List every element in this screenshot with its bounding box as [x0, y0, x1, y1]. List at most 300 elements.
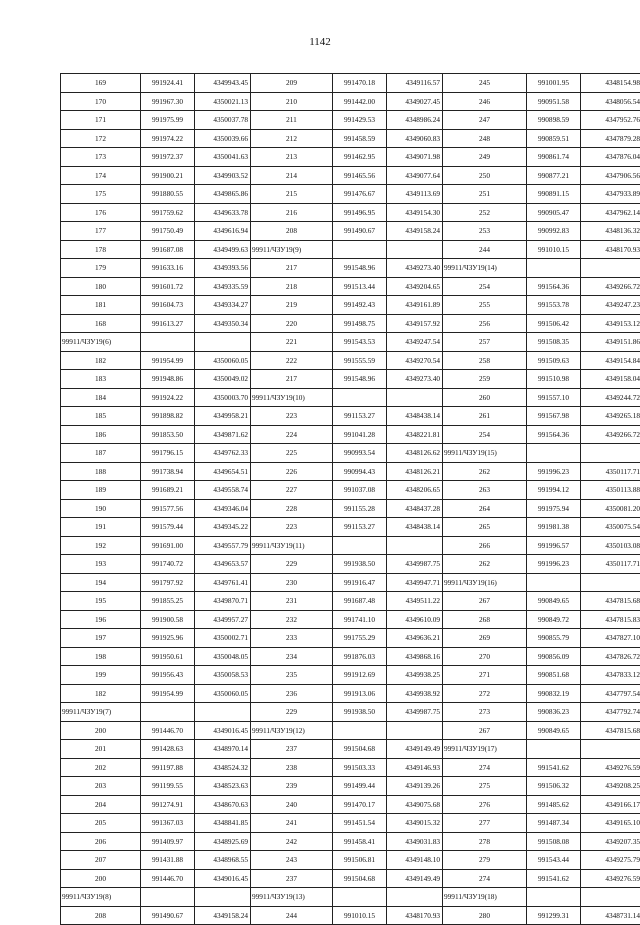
- x-coordinate: 991496.95: [333, 203, 387, 222]
- point-number: 254: [443, 277, 527, 296]
- x-coordinate: 991490.67: [333, 222, 387, 241]
- x-coordinate: 991740.72: [141, 555, 195, 574]
- y-coordinate: 4347906.56: [581, 166, 640, 185]
- point-number: 258: [443, 351, 527, 370]
- point-number: 225: [251, 444, 333, 463]
- x-coordinate: 991924.41: [141, 74, 195, 93]
- point-number: 267: [443, 592, 527, 611]
- y-coordinate: 4349865.86: [195, 185, 251, 204]
- y-coordinate: 4349633.78: [195, 203, 251, 222]
- x-coordinate: 991155.28: [333, 499, 387, 518]
- point-number: 191: [61, 518, 141, 537]
- x-coordinate: 991912.69: [333, 666, 387, 685]
- y-coordinate: 4348925.69: [195, 832, 251, 851]
- x-coordinate: 991996.23: [527, 462, 581, 481]
- table-row: [61, 666, 640, 685]
- y-coordinate: 4349015.32: [387, 814, 443, 833]
- x-coordinate: 991555.59: [333, 351, 387, 370]
- table-row: [61, 795, 640, 814]
- point-number: 195: [61, 592, 141, 611]
- y-coordinate: [195, 888, 251, 907]
- y-coordinate: 4347952.76: [581, 111, 640, 130]
- point-number: 227: [251, 481, 333, 500]
- point-number: 237: [251, 740, 333, 759]
- table-row: [61, 592, 640, 611]
- point-number: 230: [251, 573, 333, 592]
- y-coordinate: 4350060.05: [195, 684, 251, 703]
- y-coordinate: 4349499.63: [195, 240, 251, 259]
- y-coordinate: [387, 721, 443, 740]
- x-coordinate: [141, 703, 195, 722]
- point-number: 178: [61, 240, 141, 259]
- y-coordinate: 4348056.54: [581, 92, 640, 111]
- y-coordinate: 4349276.59: [581, 869, 640, 888]
- table-row: [61, 203, 640, 222]
- table-row: [61, 351, 640, 370]
- point-number: 183: [61, 370, 141, 389]
- x-coordinate: 991541.62: [527, 869, 581, 888]
- x-coordinate: 990849.72: [527, 610, 581, 629]
- point-number: 219: [251, 296, 333, 315]
- point-number: 247: [443, 111, 527, 130]
- x-coordinate: [527, 259, 581, 278]
- table-row: [61, 555, 640, 574]
- section-label: 99911/ЧЗУ19(9): [251, 240, 333, 259]
- x-coordinate: 991738.94: [141, 462, 195, 481]
- x-coordinate: 991492.43: [333, 296, 387, 315]
- y-coordinate: 4347876.04: [581, 148, 640, 167]
- x-coordinate: 991541.62: [527, 758, 581, 777]
- point-number: 190: [61, 499, 141, 518]
- table-row: [61, 277, 640, 296]
- point-number: 223: [251, 407, 333, 426]
- point-number: 249: [443, 148, 527, 167]
- table-row: [61, 333, 640, 352]
- point-number: 246: [443, 92, 527, 111]
- x-coordinate: 991974.22: [141, 129, 195, 148]
- table-row: [61, 758, 640, 777]
- y-coordinate: 4349146.93: [387, 758, 443, 777]
- x-coordinate: 991938.50: [333, 555, 387, 574]
- x-coordinate: 991687.48: [333, 592, 387, 611]
- x-coordinate: 991485.62: [527, 795, 581, 814]
- point-number: 208: [251, 222, 333, 241]
- table-row: [61, 536, 640, 555]
- y-coordinate: 4349273.40: [387, 370, 443, 389]
- y-coordinate: 4349335.59: [195, 277, 251, 296]
- table-row: [61, 129, 640, 148]
- point-number: 220: [251, 314, 333, 333]
- x-coordinate: 991913.06: [333, 684, 387, 703]
- point-number: 182: [61, 684, 141, 703]
- y-coordinate: 4347792.74: [581, 703, 640, 722]
- x-coordinate: 990992.83: [527, 222, 581, 241]
- x-coordinate: 991750.49: [141, 222, 195, 241]
- y-coordinate: 4349075.68: [387, 795, 443, 814]
- point-number: 237: [251, 869, 333, 888]
- point-number: 205: [61, 814, 141, 833]
- point-number: 232: [251, 610, 333, 629]
- point-number: 185: [61, 407, 141, 426]
- x-coordinate: 991548.96: [333, 370, 387, 389]
- point-number: 228: [251, 499, 333, 518]
- point-number: 234: [251, 647, 333, 666]
- point-number: 197: [61, 629, 141, 648]
- point-number: 200: [61, 869, 141, 888]
- y-coordinate: 4347797.54: [581, 684, 640, 703]
- x-coordinate: 991487.34: [527, 814, 581, 833]
- y-coordinate: 4350117.71: [581, 555, 640, 574]
- x-coordinate: 991548.96: [333, 259, 387, 278]
- point-number: 274: [443, 869, 527, 888]
- y-coordinate: 4350002.71: [195, 629, 251, 648]
- point-number: 174: [61, 166, 141, 185]
- point-number: 280: [443, 906, 527, 925]
- y-coordinate: 4349938.92: [387, 684, 443, 703]
- table-row: [61, 832, 640, 851]
- x-coordinate: 991506.42: [527, 314, 581, 333]
- point-number: 229: [251, 703, 333, 722]
- x-coordinate: 991967.30: [141, 92, 195, 111]
- y-coordinate: 4349958.21: [195, 407, 251, 426]
- y-coordinate: 4349244.72: [581, 388, 640, 407]
- x-coordinate: 991041.28: [333, 425, 387, 444]
- x-coordinate: 991553.78: [527, 296, 581, 315]
- y-coordinate: 4348524.32: [195, 758, 251, 777]
- y-coordinate: 4347933.89: [581, 185, 640, 204]
- y-coordinate: 4347827.10: [581, 629, 640, 648]
- point-number: 261: [443, 407, 527, 426]
- point-number: 271: [443, 666, 527, 685]
- x-coordinate: 991741.10: [333, 610, 387, 629]
- table-row: [61, 721, 640, 740]
- x-coordinate: 991465.56: [333, 166, 387, 185]
- point-number: 177: [61, 222, 141, 241]
- x-coordinate: [333, 536, 387, 555]
- x-coordinate: 991954.99: [141, 351, 195, 370]
- y-coordinate: 4350103.08: [581, 536, 640, 555]
- point-number: 274: [443, 758, 527, 777]
- y-coordinate: 4348523.63: [195, 777, 251, 796]
- point-number: 229: [251, 555, 333, 574]
- point-number: 264: [443, 499, 527, 518]
- y-coordinate: [581, 444, 640, 463]
- x-coordinate: 991691.00: [141, 536, 195, 555]
- y-coordinate: 4349077.64: [387, 166, 443, 185]
- y-coordinate: 4347826.72: [581, 647, 640, 666]
- y-coordinate: 4350048.05: [195, 647, 251, 666]
- y-coordinate: 4349943.45: [195, 74, 251, 93]
- y-coordinate: 4349557.79: [195, 536, 251, 555]
- point-number: 169: [61, 74, 141, 93]
- x-coordinate: 991996.23: [527, 555, 581, 574]
- point-number: 186: [61, 425, 141, 444]
- point-number: 209: [251, 74, 333, 93]
- y-coordinate: 4350113.88: [581, 481, 640, 500]
- x-coordinate: 991876.03: [333, 647, 387, 666]
- point-number: 214: [251, 166, 333, 185]
- point-number: 244: [251, 906, 333, 925]
- point-number: 221: [251, 333, 333, 352]
- y-coordinate: 4349116.57: [387, 74, 443, 93]
- section-label: 99911/ЧЗУ19(16): [443, 573, 527, 592]
- x-coordinate: 991503.33: [333, 758, 387, 777]
- table-row: [61, 222, 640, 241]
- point-number: 275: [443, 777, 527, 796]
- x-coordinate: 991451.54: [333, 814, 387, 833]
- y-coordinate: 4349207.35: [581, 832, 640, 851]
- x-coordinate: 990832.19: [527, 684, 581, 703]
- table-row: [61, 444, 640, 463]
- point-number: 175: [61, 185, 141, 204]
- x-coordinate: 991755.29: [333, 629, 387, 648]
- table-row: [61, 92, 640, 111]
- y-coordinate: 4350075.54: [581, 518, 640, 537]
- table-row: [61, 74, 640, 93]
- y-coordinate: [387, 240, 443, 259]
- table-row: [61, 647, 640, 666]
- point-number: 199: [61, 666, 141, 685]
- point-number: 248: [443, 129, 527, 148]
- point-number: 236: [251, 684, 333, 703]
- y-coordinate: 4350037.78: [195, 111, 251, 130]
- x-coordinate: [333, 388, 387, 407]
- table-row: [61, 814, 640, 833]
- point-number: 184: [61, 388, 141, 407]
- x-coordinate: 990851.68: [527, 666, 581, 685]
- point-number: 204: [61, 795, 141, 814]
- table-row: [61, 462, 640, 481]
- y-coordinate: 4350003.70: [195, 388, 251, 407]
- x-coordinate: 991470.17: [333, 795, 387, 814]
- table-row: [61, 777, 640, 796]
- y-coordinate: 4349158.24: [387, 222, 443, 241]
- x-coordinate: 990855.79: [527, 629, 581, 648]
- x-coordinate: 991504.68: [333, 740, 387, 759]
- point-number: 240: [251, 795, 333, 814]
- x-coordinate: 990951.58: [527, 92, 581, 111]
- y-coordinate: 4349870.71: [195, 592, 251, 611]
- y-coordinate: 4349868.16: [387, 647, 443, 666]
- y-coordinate: 4348438.14: [387, 518, 443, 537]
- point-number: 189: [61, 481, 141, 500]
- point-number: 193: [61, 555, 141, 574]
- y-coordinate: 4349987.75: [387, 555, 443, 574]
- table-row: [61, 703, 640, 722]
- point-number: 231: [251, 592, 333, 611]
- y-coordinate: 4349266.72: [581, 277, 640, 296]
- point-number: 187: [61, 444, 141, 463]
- y-coordinate: 4349149.49: [387, 740, 443, 759]
- x-coordinate: 991508.35: [527, 333, 581, 352]
- y-coordinate: 4348170.93: [387, 906, 443, 925]
- section-label: 99911/ЧЗУ19(10): [251, 388, 333, 407]
- y-coordinate: 4349276.59: [581, 758, 640, 777]
- point-number: 267: [443, 721, 527, 740]
- point-number: 179: [61, 259, 141, 278]
- x-coordinate: 991916.47: [333, 573, 387, 592]
- x-coordinate: 991956.43: [141, 666, 195, 685]
- x-coordinate: 991274.91: [141, 795, 195, 814]
- point-number: 210: [251, 92, 333, 111]
- y-coordinate: [581, 259, 640, 278]
- y-coordinate: 4348970.14: [195, 740, 251, 759]
- point-number: 260: [443, 388, 527, 407]
- y-coordinate: [195, 703, 251, 722]
- point-number: 202: [61, 758, 141, 777]
- point-number: 196: [61, 610, 141, 629]
- section-label: 99911/ЧЗУ19(15): [443, 444, 527, 463]
- x-coordinate: 991153.27: [333, 407, 387, 426]
- y-coordinate: 4349653.57: [195, 555, 251, 574]
- x-coordinate: 991490.67: [141, 906, 195, 925]
- y-coordinate: 4349345.22: [195, 518, 251, 537]
- x-coordinate: 991938.50: [333, 703, 387, 722]
- point-number: 254: [443, 425, 527, 444]
- point-number: 252: [443, 203, 527, 222]
- x-coordinate: 990891.15: [527, 185, 581, 204]
- x-coordinate: [333, 888, 387, 907]
- x-coordinate: 991577.56: [141, 499, 195, 518]
- table-row: [61, 629, 640, 648]
- point-number: 256: [443, 314, 527, 333]
- point-number: 176: [61, 203, 141, 222]
- table-row: [61, 573, 640, 592]
- x-coordinate: 990994.43: [333, 462, 387, 481]
- table-row: [61, 148, 640, 167]
- x-coordinate: 991925.96: [141, 629, 195, 648]
- x-coordinate: 991476.67: [333, 185, 387, 204]
- point-number: 257: [443, 333, 527, 352]
- x-coordinate: 991506.81: [333, 851, 387, 870]
- y-coordinate: 4349654.51: [195, 462, 251, 481]
- y-coordinate: 4349247.54: [387, 333, 443, 352]
- point-number: 268: [443, 610, 527, 629]
- x-coordinate: 991797.92: [141, 573, 195, 592]
- x-coordinate: 991687.08: [141, 240, 195, 259]
- point-number: 182: [61, 351, 141, 370]
- x-coordinate: [333, 240, 387, 259]
- y-coordinate: 4347879.28: [581, 129, 640, 148]
- y-coordinate: 4348968.55: [195, 851, 251, 870]
- x-coordinate: 991543.53: [333, 333, 387, 352]
- x-coordinate: 990861.74: [527, 148, 581, 167]
- y-coordinate: 4349957.27: [195, 610, 251, 629]
- x-coordinate: 991010.15: [527, 240, 581, 259]
- y-coordinate: 4349270.54: [387, 351, 443, 370]
- x-coordinate: 991557.10: [527, 388, 581, 407]
- point-number: 170: [61, 92, 141, 111]
- section-label: 99911/ЧЗУ19(6): [61, 333, 141, 352]
- table-row: [61, 259, 640, 278]
- y-coordinate: 4347815.83: [581, 610, 640, 629]
- x-coordinate: 991759.62: [141, 203, 195, 222]
- y-coordinate: 4349987.75: [387, 703, 443, 722]
- table-row: [61, 407, 640, 426]
- x-coordinate: 990849.65: [527, 592, 581, 611]
- point-number: 217: [251, 370, 333, 389]
- point-number: 216: [251, 203, 333, 222]
- x-coordinate: 991429.53: [333, 111, 387, 130]
- y-coordinate: 4349204.65: [387, 277, 443, 296]
- y-coordinate: 4348670.63: [195, 795, 251, 814]
- x-coordinate: 991458.59: [333, 129, 387, 148]
- point-number: 207: [61, 851, 141, 870]
- point-number: 218: [251, 277, 333, 296]
- y-coordinate: 4348154.98: [581, 74, 640, 93]
- table-row: [61, 684, 640, 703]
- x-coordinate: 990993.54: [333, 444, 387, 463]
- x-coordinate: 991299.31: [527, 906, 581, 925]
- y-coordinate: [581, 740, 640, 759]
- x-coordinate: 991470.18: [333, 74, 387, 93]
- table-row: [61, 240, 640, 259]
- point-number: 262: [443, 555, 527, 574]
- x-coordinate: 991601.72: [141, 277, 195, 296]
- point-number: 253: [443, 222, 527, 241]
- x-coordinate: [527, 573, 581, 592]
- point-number: 255: [443, 296, 527, 315]
- y-coordinate: 4348170.93: [581, 240, 640, 259]
- x-coordinate: 991975.94: [527, 499, 581, 518]
- y-coordinate: 4349139.26: [387, 777, 443, 796]
- point-number: 206: [61, 832, 141, 851]
- y-coordinate: 4349113.69: [387, 185, 443, 204]
- y-coordinate: 4347815.68: [581, 721, 640, 740]
- x-coordinate: 991442.00: [333, 92, 387, 111]
- y-coordinate: 4348986.24: [387, 111, 443, 130]
- point-number: 201: [61, 740, 141, 759]
- y-coordinate: 4349273.40: [387, 259, 443, 278]
- x-coordinate: 991513.44: [333, 277, 387, 296]
- y-coordinate: 4349151.86: [581, 333, 640, 352]
- x-coordinate: 991510.98: [527, 370, 581, 389]
- x-coordinate: 991010.15: [333, 906, 387, 925]
- x-coordinate: 991508.08: [527, 832, 581, 851]
- y-coordinate: 4349060.83: [387, 129, 443, 148]
- x-coordinate: 991633.16: [141, 259, 195, 278]
- y-coordinate: 4349871.62: [195, 425, 251, 444]
- point-number: 235: [251, 666, 333, 685]
- point-number: 262: [443, 462, 527, 481]
- y-coordinate: 4348126.62: [387, 444, 443, 463]
- point-number: 168: [61, 314, 141, 333]
- y-coordinate: [387, 388, 443, 407]
- x-coordinate: 991153.27: [333, 518, 387, 537]
- x-coordinate: 991199.55: [141, 777, 195, 796]
- section-label: 99911/ЧЗУ19(17): [443, 740, 527, 759]
- y-coordinate: 4349158.24: [195, 906, 251, 925]
- y-coordinate: 4350060.05: [195, 351, 251, 370]
- x-coordinate: 991796.15: [141, 444, 195, 463]
- x-coordinate: 991564.36: [527, 277, 581, 296]
- x-coordinate: 990856.09: [527, 647, 581, 666]
- y-coordinate: 4347833.12: [581, 666, 640, 685]
- y-coordinate: 4349610.09: [387, 610, 443, 629]
- x-coordinate: [141, 888, 195, 907]
- y-coordinate: 4349016.45: [195, 721, 251, 740]
- y-coordinate: 4349938.25: [387, 666, 443, 685]
- table-row: [61, 851, 640, 870]
- y-coordinate: 4348136.32: [581, 222, 640, 241]
- y-coordinate: [387, 888, 443, 907]
- y-coordinate: 4349903.52: [195, 166, 251, 185]
- point-number: 200: [61, 721, 141, 740]
- y-coordinate: 4349161.89: [387, 296, 443, 315]
- section-label: 99911/ЧЗУ19(14): [443, 259, 527, 278]
- y-coordinate: 4349393.56: [195, 259, 251, 278]
- y-coordinate: 4349346.04: [195, 499, 251, 518]
